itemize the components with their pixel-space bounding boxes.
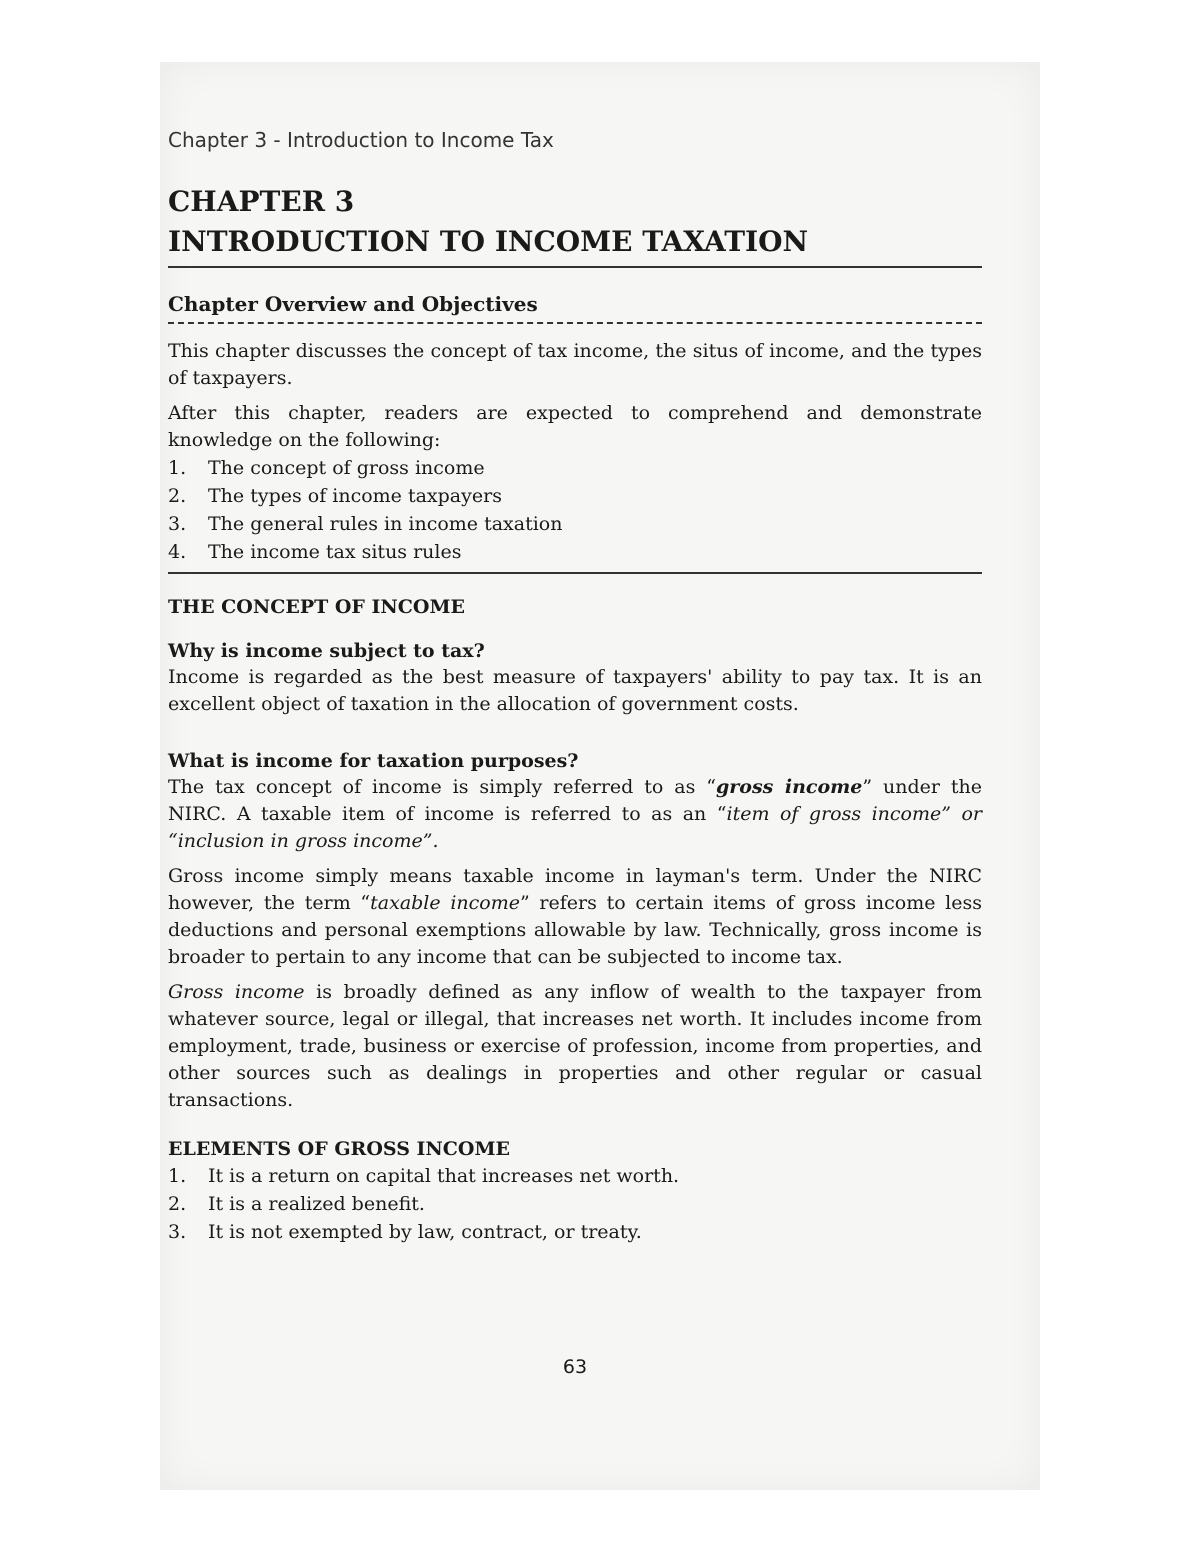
chapter-title: INTRODUCTION TO INCOME TAXATION [168, 225, 809, 258]
list-item [168, 538, 982, 566]
list-number: 1. [168, 1165, 187, 1187]
answer-paragraph: Gross income is broadly defined as any inflow of wealth to the taxpayer from whatever source, legal or illegal, that increases net worth. It includes income from employment, trade, business or exercise of profession, income from properties, and other sources such as dealings in properties and other regular or casual transactions. [168, 981, 982, 1111]
list-number: 4. [168, 541, 187, 563]
overview-dashed-divider [168, 322, 982, 324]
chapter-number: CHAPTER 3 [168, 185, 355, 218]
list-text: The general rules in income taxation [208, 513, 563, 535]
list-text: It is a realized benefit. [208, 1193, 425, 1215]
elements-heading: ELEMENTS OF GROSS INCOME [168, 1138, 510, 1160]
list-text: The concept of gross income [208, 457, 485, 479]
list-item [168, 1218, 982, 1246]
list-number: 3. [168, 1221, 187, 1243]
list-item [168, 510, 982, 538]
overview-expectation: After this chapter, readers are expected to comprehend and demonstrate knowledge on the following: [168, 402, 982, 451]
objectives-list [168, 454, 982, 566]
document-page [168, 128, 983, 1378]
answer-paragraph: The tax concept of income is simply referred to as “gross income” under the NIRC. A taxable item of income is referred to as an “item of gross income” or “inclusion in gross income”. [168, 776, 982, 852]
list-text: The types of income taxpayers [208, 485, 502, 507]
list-number: 2. [168, 485, 187, 507]
answer-paragraph: Income is regarded as the best measure of taxpayers' ability to pay tax. It is an excellent object of taxation in the allocation of government costs. [168, 666, 982, 715]
list-number: 3. [168, 513, 187, 535]
list-item [168, 454, 982, 482]
objectives-divider [168, 572, 982, 574]
list-item [168, 482, 982, 510]
question-heading: What is income for taxation purposes? [168, 750, 579, 772]
list-number: 1. [168, 457, 187, 479]
elements-list [168, 1162, 982, 1246]
answer-paragraph: Gross income simply means taxable income in layman's term. Under the NIRC however, the term “taxable income” refers to certain items of gross income less deductions and personal exemptions allowable by law. Technically, gross income is broader to pertain to any income that can be subjected to income tax. [168, 865, 983, 968]
overview-intro: This chapter discusses the concept of tax income, the situs of income, and the types of taxpayers. [168, 340, 982, 389]
question-heading: Why is income subject to tax? [168, 640, 485, 662]
list-text: It is a return on capital that increases net worth. [208, 1165, 680, 1187]
concept-heading: THE CONCEPT OF INCOME [168, 596, 465, 618]
list-item [168, 1190, 982, 1218]
overview-heading: Chapter Overview and Objectives [168, 292, 538, 316]
list-number: 2. [168, 1193, 187, 1215]
title-divider [168, 266, 982, 268]
running-head: Chapter 3 - Introduction to Income Tax [168, 128, 554, 152]
list-text: The income tax situs rules [208, 541, 462, 563]
list-text: It is not exempted by law, contract, or treaty. [208, 1221, 642, 1243]
list-item [168, 1162, 982, 1190]
page-number: 63 [562, 1356, 588, 1378]
